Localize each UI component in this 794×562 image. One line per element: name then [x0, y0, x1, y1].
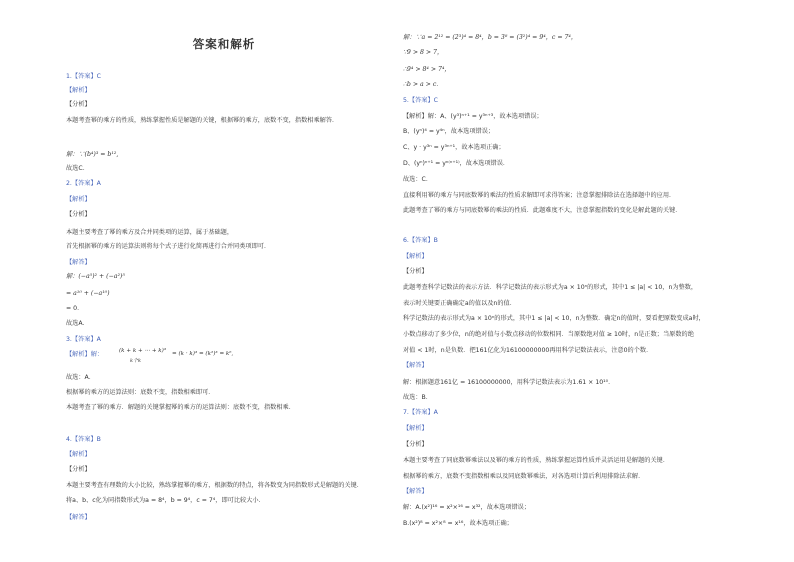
left-line: 【分析】: [66, 211, 91, 218]
right-line: 【解答】: [403, 488, 428, 495]
left-line: 1.【答案】C: [66, 73, 101, 80]
right-line: 故选：C．: [403, 176, 433, 183]
right-line: 【分析】: [403, 441, 428, 448]
right-line: 解：∵a = 2¹² = (2³)⁴ = 8⁴，b = 3⁸ = (3²)⁴ = 9⁴，c = 7⁴，: [403, 34, 578, 41]
right-line: C、y · y³ⁿ = y³ⁿ⁺¹，故本选项正确；: [403, 144, 505, 151]
right-line: 【解答】: [403, 362, 428, 369]
right-line: 解：根据题意161亿 = 16100000000，用科学记数法表示为1.61 × 10¹⁰．: [403, 379, 615, 386]
page-title: 答案和解析: [192, 37, 256, 51]
left-line: 本题考查幂的乘方的性质，熟练掌握性质是解题的关键，根据幂的乘方，底数不变，指数相乘解答．: [66, 117, 339, 124]
left-line: = a¹⁰ + (−a¹⁰): [66, 290, 110, 297]
left-line: 本题考查了幂的乘方．解题的关键掌握幂的乘方的运算法则：底数不变，指数相乘．: [66, 404, 295, 411]
right-line: 此题考查了幂的乘方与同底数幂的乘法的性质．此题难度不大，注意掌握指数的变化是解此题的关键．: [403, 207, 682, 214]
right-line: B.(x²)⁸ = x²×⁸ = x¹⁶，故本选项正确；: [403, 520, 513, 527]
left-line: 根据幂的乘方的运算法则：底数不变，指数相乘即可．: [66, 389, 215, 396]
right-line: 6.【答案】B: [403, 237, 438, 244]
q3-expression-underbrace: k个k: [130, 358, 142, 364]
right-line: 根据幂的乘方，底数不变指数相乘以及同底数幂乘法，对各选项计算后利用排除法求解．: [403, 473, 645, 480]
right-line: 7.【答案】A: [403, 409, 438, 416]
q3-expression-top: (k + k + ⋯ + k)³: [119, 348, 167, 354]
left-line: 【分析】: [66, 101, 91, 108]
right-line: B、(yⁿ)⁴ = y⁴ⁿ，故本选项错误；: [403, 128, 495, 135]
right-line: 本题主要考查了同底数幂乘法以及幂的乘方的性质，熟练掌握运算性质并灵活运用是解题的关键．: [403, 457, 670, 464]
left-line: 解：∵(b⁴)³ = b¹²,: [66, 151, 119, 158]
left-line: 首先根据幂的乘方的运算法则将每个式子进行化简再进行合并同类项即可．: [66, 243, 271, 250]
left-line: 故选：A．: [66, 374, 95, 381]
right-line: 5.【答案】C: [403, 97, 438, 104]
right-line: 科学记数法的表示形式为a × 10ⁿ的形式，其中1 ≤ |a| < 10，n为整数．确定n的值时，要看把原数变成a时，: [403, 315, 705, 322]
left-line: 【解析】: [66, 451, 91, 458]
left-line: 【解析】解：: [66, 351, 104, 358]
right-line: 故选：B．: [403, 394, 432, 401]
right-line: 此题考查科学记数法的表示方法．科学记数法的表示形式为a × 10ⁿ的形式，其中1 ≤ |a| < 10，n为整数，: [403, 284, 698, 291]
right-line: 【解析】: [403, 253, 428, 260]
left-line: 【分析】: [66, 466, 91, 473]
left-line: 本题主要考查了幂的乘方及合并同类项的运算，属于基础题，: [66, 229, 234, 236]
left-line: 【解答】: [66, 514, 91, 521]
left-line: 将a、b、c化为同指数形式为a = 8⁴，b = 9⁴，c = 7⁴，即可比较大小．: [66, 497, 265, 504]
left-line: 4.【答案】B: [66, 436, 101, 443]
left-line: 3.【答案】A: [66, 336, 101, 343]
right-line: 【解析】: [403, 425, 428, 432]
left-line: 本题主要考查有理数的大小比较，熟练掌握幂的乘方，根据数的特点，将各数变为同指数形式是解题的关键．: [66, 482, 363, 489]
left-line: = 0．: [66, 305, 84, 312]
left-line: 2.【答案】A: [66, 180, 101, 187]
right-line: 直接利用幂的乘方与同底数幂的乘法的性质求解即可求得答案；注意掌握排除法在选择题中的应用．: [403, 192, 676, 199]
left-line: 【解答】: [66, 259, 91, 266]
right-line: 小数点移动了多少位，n的绝对值与小数点移动的位数相同．当原数绝对值 ≥ 10时，n是正数；当原数的绝: [403, 331, 694, 338]
left-line: 【解析】: [66, 87, 91, 94]
right-line: 解：A.(x²)¹⁶ = x²×¹⁶ = x³²，故本选项错误；: [403, 504, 531, 511]
right-line: D、(yⁿ)ⁿ⁺¹ = yⁿ⁽ⁿ⁺¹⁾，故本选项错误．: [403, 160, 510, 167]
right-line: 【解析】解：A、(y³)ⁿ⁺¹ = y³ⁿ⁺³，故本选项错误；: [403, 113, 543, 120]
left-line: 故选A．: [66, 320, 89, 327]
right-line: ∴b > a > c．: [403, 81, 443, 88]
right-line: 【分析】: [403, 268, 428, 275]
right-line: ∴9⁴ > 8⁴ > 7⁴，: [403, 66, 451, 73]
left-line: 【解析】: [66, 196, 91, 203]
right-line: 对值 < 1时，n是负数．把161亿化为16100000000再用科学记数法表示，注意0的个数．: [403, 347, 653, 354]
left-line: 解：(−a⁵)² + (−a²)⁵: [66, 273, 125, 280]
q3-expression-result: = (k · k)³ = (k²)³ = k⁶,: [172, 351, 234, 357]
right-line: ∵9 > 8 > 7，: [403, 49, 444, 56]
left-line: 故选C．: [66, 165, 89, 172]
right-line: 表示时关键要正确确定a的值以及n的值．: [403, 300, 516, 307]
